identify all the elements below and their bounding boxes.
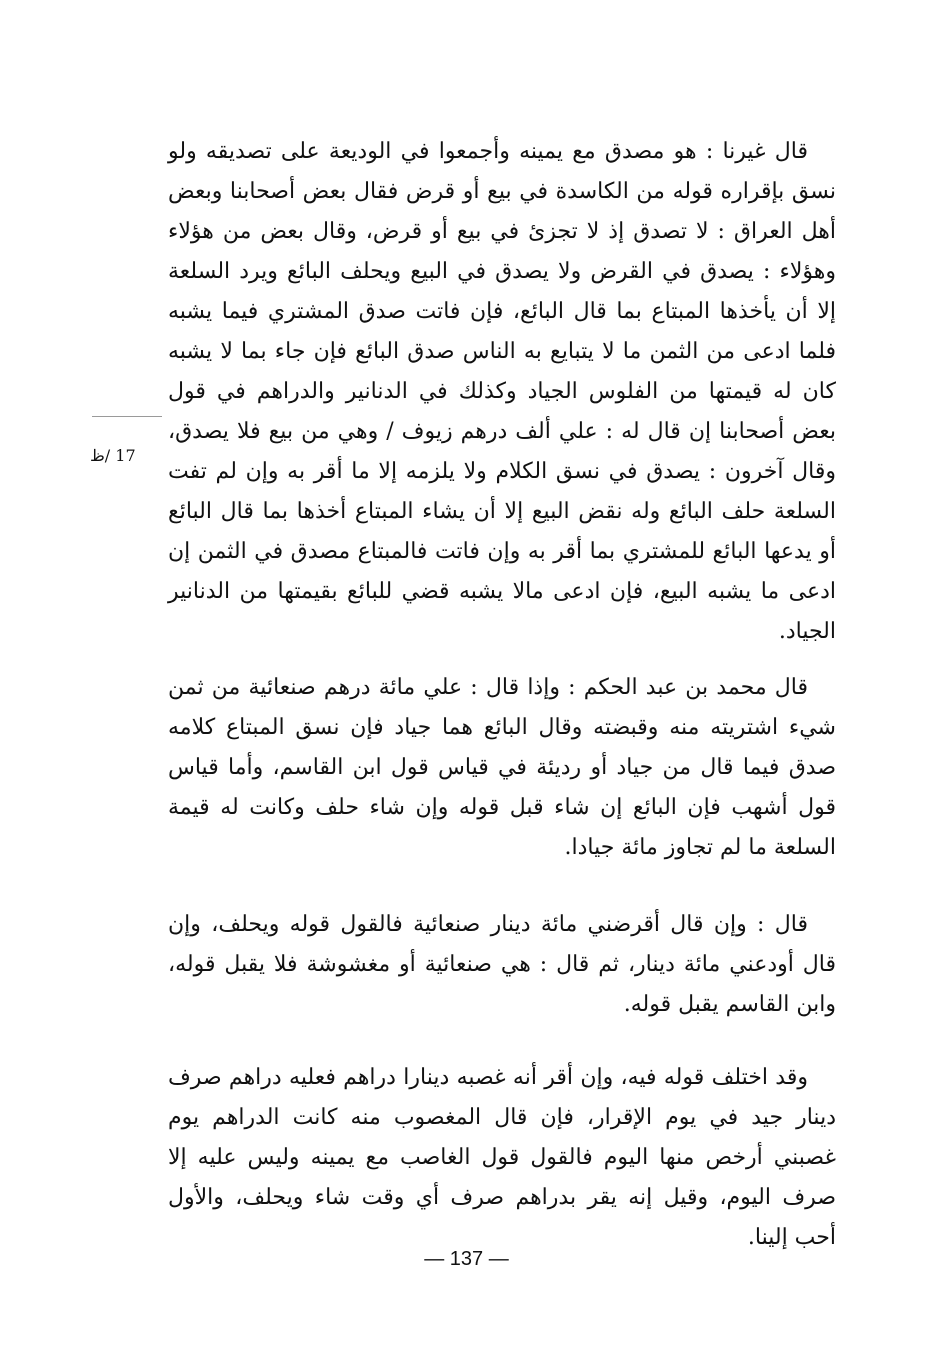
paragraph-text: قال : وإن قال أقرضني مائة دينار صنعائية فالقول قوله ويحلف، وإن قال أودعني مائة دينار، ثم قال : هي صنعائية أو مغشوشة فلا يقبل قوله، وابن القاسم يقبل قوله. — [168, 912, 836, 1017]
paragraph-4 — [168, 1058, 836, 1258]
page-number: — 137 — — [424, 1248, 509, 1270]
paragraph-3 — [168, 905, 836, 1025]
paragraph-text: قال محمد بن عبد الحكم : وإذا قال : علي مائة درهم صنعائية من ثمن شيء اشتريته منه وقبضته وقال البائع هما جياد فإن نسق المبتاع كلامه صدق فيما قال من جياد أو رديئة في قياس قول ابن القاسم، وأما قياس قول أشهب فإن البائع إن شاء قبل قوله وإن شاء حلف وكانت له قيمة السلعة ما لم تجاوز مائة جيادا. — [168, 675, 836, 860]
paragraph-text: قال غيرنا : هو مصدق مع يمينه وأجمعوا في الوديعة على تصديقه ولو نسق بإقراره قوله من الكاسدة في بيع أو قرض فقال بعض أصحابنا وبعض أهل العراق : لا تصدق إذ لا تجزئ في بيع أو قرض، وقال بعض من هؤلاء وهؤلاء : يصدق في القرض ولا يصدق في البيع ويحلف البائع ويرد السلعة إلا أن يأخذها المبتاع بما قال البائع، فإن فاتت صدق المشتري فيما يشبه فلما ادعى من الثمن ما لا يتبايع به الناس صدق البائع فإن جاء بما لا يشبه كان له قيمتها من الفلوس الجياد وكذلك في الدنانير والدراهم في قول بعض أصحابنا إن قال له : علي ألف درهم زيوف / وهي من بيع فلا يصدق، وقال آخرون : يصدق في نسق الكلام ولا يلزمه إلا ما أقر به وإن لم تفت السلعة حلف البائع وله نقض البيع إلا أن يشاء المبتاع أخذها بما قال البائع أو يدعها البائع للمشتري بما أقر به وإن فاتت فالمبتاع مصدق في الثمن إن ادعى ما يشبه البيع، فإن ادعى مالا يشبه قضي للبائع بقيمتها من الدنانير الجياد. — [168, 139, 837, 644]
paragraph-text: وقد اختلف قوله فيه، وإن أقر أنه غصبه دينارا دراهم فعليه دراهم صرف دينار جيد في يوم الإقرار، فإن قال المغصوب منه كانت الدراهم يوم غصبني أرخص منها اليوم فالقول قول الغاصب مع يمينه وليس عليه إلا صرف اليوم، وقيل إنه يقر بدراهم صرف أي وقت شاء ويحلف، والأول أحب إلينا. — [168, 1065, 837, 1250]
margin-rule — [92, 416, 162, 417]
paragraph-2 — [168, 668, 836, 868]
paragraph-1 — [168, 132, 836, 652]
folio-marker: 17 /ظ — [90, 446, 136, 465]
